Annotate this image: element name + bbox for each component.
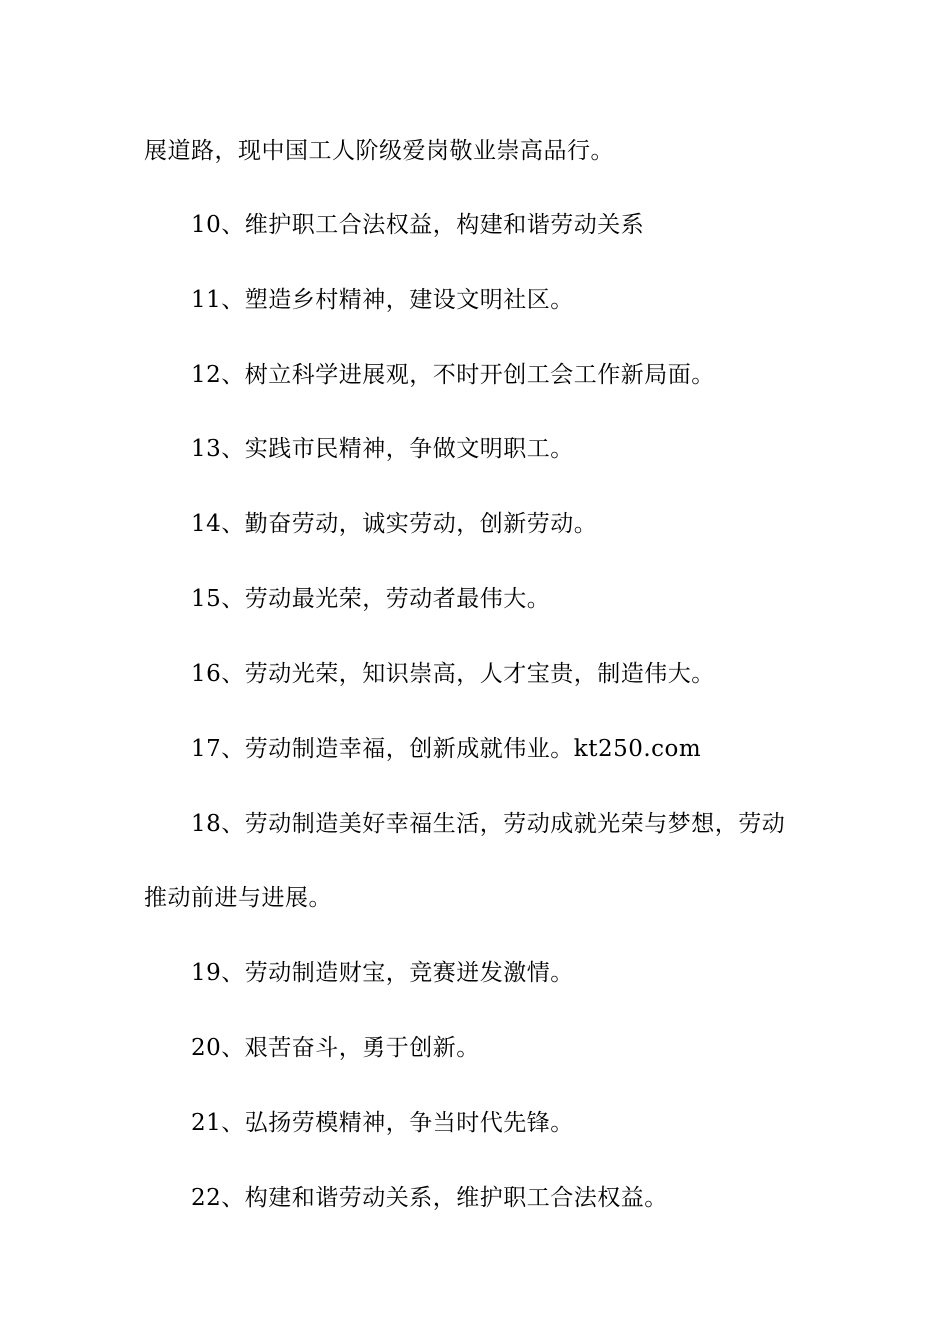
list-item-16: 16、劳动光荣，知识崇高，人才宝贵，制造伟大。 [191, 661, 715, 687]
list-item-14: 14、勤奋劳动，诚实劳动，创新劳动。 [191, 511, 598, 537]
list-item-19: 19、劳动制造财宝，竞赛迸发激情。 [191, 960, 574, 986]
list-item-20: 20、艰苦奋斗，勇于创新。 [191, 1035, 480, 1061]
list-item-11: 11、塑造乡村精神，建设文明社区。 [191, 287, 574, 313]
list-item-21: 21、弘扬劳模精神，争当时代先锋。 [191, 1110, 574, 1136]
list-item-13: 13、实践市民精神，争做文明职工。 [191, 436, 574, 462]
list-item-12: 12、树立科学进展观，不时开创工会工作新局面。 [191, 362, 715, 388]
paragraph-line: 展道路，现中国工人阶级爱岗敬业崇高品行。 [144, 138, 614, 164]
list-item-15: 15、劳动最光荣，劳动者最伟大。 [191, 586, 551, 612]
list-item-17: 17、劳动制造幸福，创新成就伟业。kt250.com [191, 736, 702, 762]
list-item-10: 10、维护职工合法权益，构建和谐劳动关系 [191, 212, 645, 238]
list-item-18-continuation: 推动前进与进展。 [144, 885, 332, 911]
list-item-18: 18、劳动制造美好幸福生活，劳动成就光荣与梦想，劳动 [191, 811, 786, 837]
list-item-22: 22、构建和谐劳动关系，维护职工合法权益。 [191, 1185, 668, 1211]
